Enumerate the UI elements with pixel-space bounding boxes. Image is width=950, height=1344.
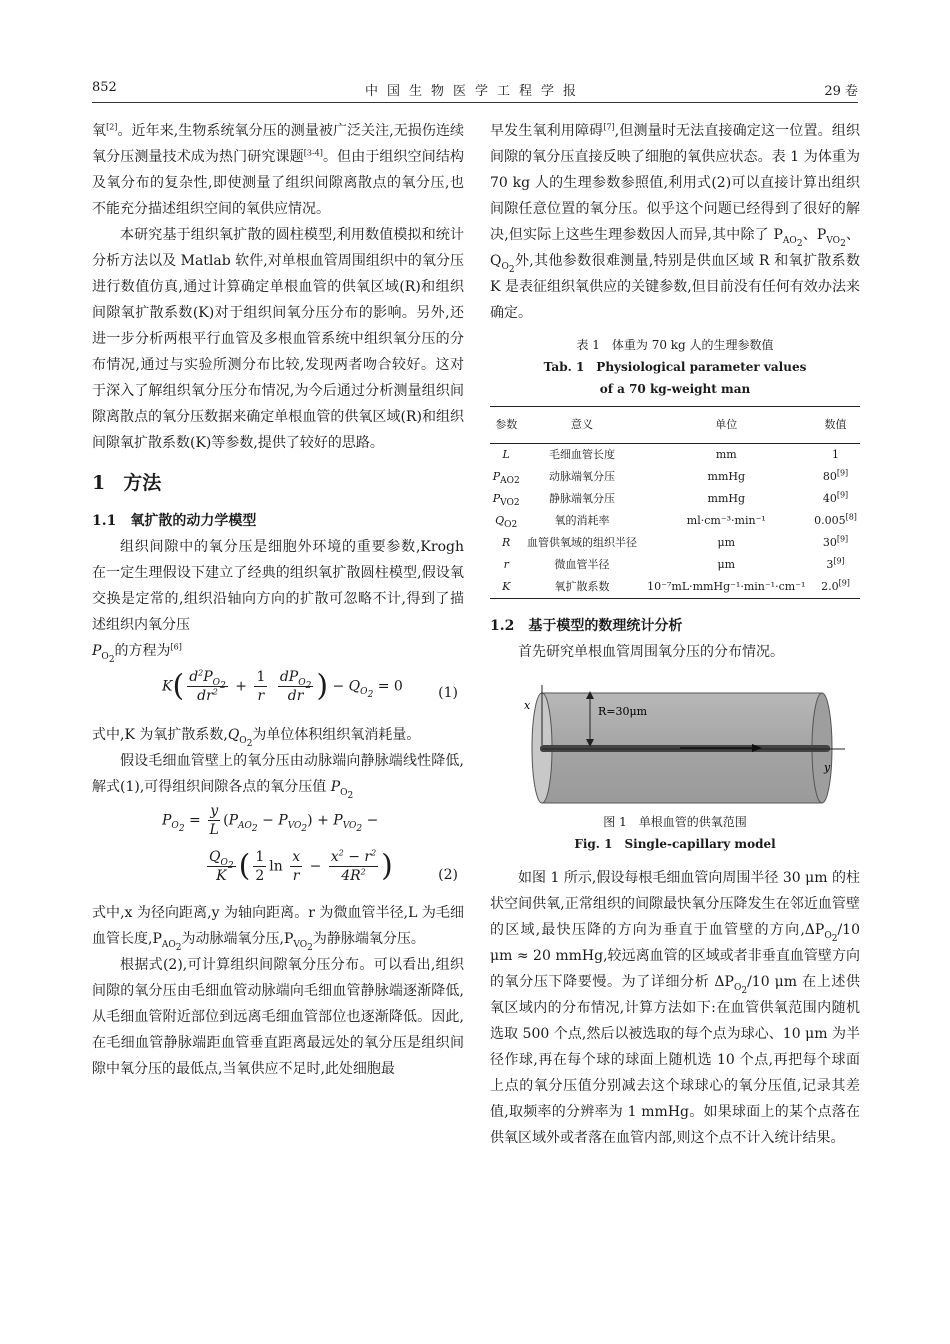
table-row xyxy=(490,554,860,576)
paragraph: 如图 1 所示,假设每根毛细血管向周围半径 30 μm 的柱状空间供氧,正常组织的间隙最快氧分压降发生在邻近血管壁的区域,最快压降的方向为垂直于血管壁的方向$,\Delta P_{O_2}/10$ μm ≈ 20 mmHg,较远离血管的区域或者非垂直血管壁方向的氧分压下降要慢。为了详细分析 $\Delta P_{O_2}/10$ μm 在上述供氧区域内的分布情况,计算方法如下:在血管供氧范围内随机选取 500 个点,然后以被选取的每个点为球心、10 μm 为半径作球,再在每个球的球面上随机选 10 个点,再把每个球面上点的氧分压值分别减去这个球球心的氧分压值,记录其差值,取频率的分辨率为 1 mmHg。如果球面上的某个点落在供氧区域外或者落在血管内部,则这个点不计入统计结果。 xyxy=(490,870,860,1146)
table-header: 单位 xyxy=(715,418,738,431)
subsection-heading: 1.2 基于模型的数理统计分析 xyxy=(490,618,683,634)
param-value: 30[9] xyxy=(822,534,849,549)
table-caption: 表 1 体重为 70 kg 人的生理参数值 Tab. 1 Physiological parameter values of a 70 kg-weight man xyxy=(543,338,807,396)
equation-2: $P_{O_2}$ = $\frac{y}{L}$ $(P_{AO_2} - P_{VO_2}) + P_{VO_2}$ − $\frac{Q_{O_2}}{K}$ ( $\frac{1}{2}$ ln $\frac{x}{r}$ − $\frac{x^2 - r^2}{4R^2}$ ) (2) xyxy=(92,800,464,900)
param-value: 2.0[9] xyxy=(821,578,850,593)
table-row xyxy=(490,576,860,599)
figure-1 xyxy=(490,675,860,805)
param-symbol: $P_{AO2}$ xyxy=(492,470,520,487)
table-header: 参数 xyxy=(495,418,518,431)
param-unit: μm xyxy=(717,536,736,549)
table-header: 意义 xyxy=(570,418,593,431)
right-column xyxy=(490,118,860,1151)
param-meaning: 氧扩散系数 xyxy=(554,580,610,593)
axis-label-y: y xyxy=(824,761,831,774)
paragraph: 早发生氧利用障碍[7],但测量时无法直接确定这一位置。组织间隙的氧分压直接反映了细胞的氧供应状态。表 1 为体重为 70 kg 人的生理参数参照值,利用式(2)可以直接计算出组织间隙任意位置的氧分压。似乎这个问题已经得到了很好的解决,但实际上这些生理参数因人而异,其中除了 $P_{AO_2}$、$P_{VO_2}$、$Q_{O_2}$外,其他参数很难测量,特别是供血区域 R 和氧扩散系数 K 是表征组织氧供应的关键参数,但目前没有任何有效办法来确定。 xyxy=(490,122,861,321)
parameter-table xyxy=(490,406,860,599)
param-symbol: L xyxy=(502,448,510,461)
paragraph: 组织间隙中的氧分压是细胞外环境的重要参数,Krogh 在一定生理假设下建立了经典的组织氧扩散圆柱模型,假设氧交换是定常的,组织沿轴向方向的扩散可忽略不计,得到了描述组织内氧分压 $P_{O_2}$的方程为[6] xyxy=(92,539,464,665)
paragraph: 首先研究单根血管周围氧分压的分布情况。 xyxy=(518,644,784,660)
table-row xyxy=(490,532,860,554)
table-row xyxy=(490,444,860,467)
axis-label-x: x xyxy=(524,699,531,712)
paragraph: 本研究基于组织氧扩散的圆柱模型,利用数值模拟和统计分析方法以及 Matlab 软件,对单根血管周围组织中的氧分压进行数值仿真,通过计算确定单根血管的供氧区域(R)和组织间隙氧扩散系数(K)对于组织间氧分压分布的影响。另外,还进一步分析两根平行血管及多根血管系统中组织氧分压的分布情况,通过与实验所测分布比较,发现两者吻合较好。这对于深入了解组织氧分压分布情况,为今后通过分析测量组织间隙离散点的氧分压数据来确定单根血管的供氧区域(R)和组织间隙氧扩散系数(K)等参数,提供了较好的思路。 xyxy=(92,227,464,451)
equation-number: (2) xyxy=(438,867,458,883)
param-unit: μm xyxy=(717,558,736,571)
table-row xyxy=(490,466,860,488)
param-meaning: 氧的消耗率 xyxy=(554,514,610,527)
subsection-heading: 1.1 氧扩散的动力学模型 xyxy=(92,513,257,529)
param-symbol: r xyxy=(503,558,509,571)
param-unit: ml·cm⁻³·min⁻¹ xyxy=(686,514,766,527)
paragraph: 式中,x 为径向距离,y 为轴向距离。r 为微血管半径,L 为毛细血管长度$,P_{AO_2}$为动脉端氧分压$,P_{VO_2}$为静脉端氧分压。 xyxy=(92,905,464,953)
equation-number: (1) xyxy=(438,685,458,701)
param-value: 80[9] xyxy=(822,468,849,483)
section-heading: 1 方法 xyxy=(92,472,162,494)
param-meaning: 血管供氧域的组织半径 xyxy=(526,536,637,549)
param-unit: 10⁻⁷mL·mmHg⁻¹·min⁻¹·cm⁻¹ xyxy=(647,580,806,593)
param-value: 0.005[8] xyxy=(814,512,857,527)
paragraph: 假设毛细血管壁上的氧分压由动脉端向静脉端线性降低,解式(1),可得组织间隙各点的氧分压值 $P_{O_2}$ xyxy=(92,753,464,801)
param-meaning: 动脉端氧分压 xyxy=(548,470,615,483)
param-symbol: $Q_{O2}$ xyxy=(495,514,518,531)
left-column xyxy=(92,118,464,1082)
param-value: 40[9] xyxy=(822,490,849,505)
paragraph: 根据式(2),可计算组织间隙氧分压分布。可以看出,组织间隙的氧分压由毛细血管动脉端向毛细血管静脉端逐渐降低,从毛细血管附近部位到远离毛细血管部位也逐渐降低。因此,在毛细血管静脉端距血管垂直距离最远处的氧分压是组织间隙中氧分压的最低点,当氧供应不足时,此处细胞最 xyxy=(92,957,464,1077)
journal-title: 中国生物医学工程学报 xyxy=(364,84,585,99)
paragraph: 式中,K 为氧扩散系数$,Q_{O_2}$为单位体积组织氧消耗量。 xyxy=(92,727,421,749)
figure-caption: 图 1 单根血管的供氧范围 Fig. 1 Single-capillary model xyxy=(574,815,776,851)
param-value: 1 xyxy=(832,448,840,461)
param-symbol: $P_{VO2}$ xyxy=(492,492,520,509)
param-unit: mmHg xyxy=(707,492,746,505)
param-meaning: 毛细血管长度 xyxy=(548,448,615,461)
table-row xyxy=(490,510,860,532)
running-header xyxy=(92,80,858,103)
param-meaning: 微血管半径 xyxy=(554,558,610,571)
table-header: 数值 xyxy=(824,418,847,431)
param-unit: mmHg xyxy=(707,470,746,483)
table-row xyxy=(490,488,860,510)
equation-1: K( $\frac{d^2P_{O_2}}{dr^2}$ + $\frac{1}{r}$ $\frac{dP_{O_2}}{dr}$ ) − $Q_{O_2} = 0$ (1) xyxy=(162,668,458,704)
param-meaning: 静脉端氧分压 xyxy=(548,492,615,505)
page-number: 852 xyxy=(92,80,117,95)
param-unit: mm xyxy=(715,448,737,461)
radius-label: R=30μm xyxy=(598,705,648,718)
capillary-diagram xyxy=(490,675,860,805)
param-symbol: K xyxy=(502,580,511,593)
paragraph: 氧[2]。近年来,生物系统氧分压的测量被广泛关注,无损伤连续氧分压测量技术成为热门研究课题[3-4]。但由于组织空间结构及氧分布的复杂性,即使测量了组织间隙离散点的氧分压,也不能充分描述组织空间的氧供应情况。 xyxy=(92,122,465,217)
volume-label: 29 卷 xyxy=(824,84,858,99)
param-symbol: R xyxy=(502,536,511,549)
param-value: 3[9] xyxy=(826,556,845,571)
